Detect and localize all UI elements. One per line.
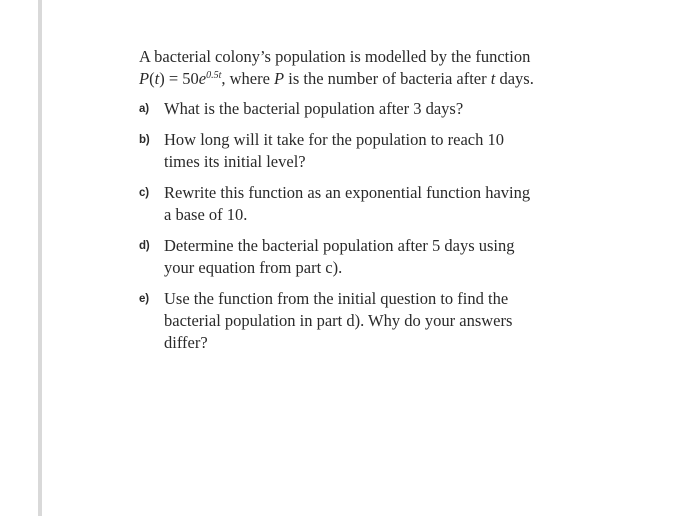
problem-intro bbox=[139, 46, 539, 90]
variable-t: t bbox=[490, 69, 496, 88]
question-b bbox=[139, 129, 539, 173]
question-e bbox=[139, 288, 539, 354]
question-text: What is the bacterial population after 3 days? bbox=[164, 99, 464, 118]
function-argument: t bbox=[154, 69, 160, 88]
question-d bbox=[139, 235, 539, 279]
function-name: P bbox=[139, 69, 150, 88]
question-c bbox=[139, 182, 539, 226]
function-base: e bbox=[198, 69, 207, 88]
question-text: Rewrite this function as an exponential function having a base of 10. bbox=[164, 183, 531, 224]
function-coefficient: = 50 bbox=[164, 69, 199, 88]
question-text: Use the function from the initial question to find the bacterial population in part d). Why do your answers differ? bbox=[164, 289, 513, 352]
question-letter: e) bbox=[139, 293, 149, 305]
page-edge-rule bbox=[38, 0, 42, 516]
intro-text-start: A bacterial colony’s population is modelled by the function bbox=[139, 47, 531, 66]
question-letter: d) bbox=[139, 240, 150, 252]
problem-text bbox=[139, 46, 539, 363]
question-letter: b) bbox=[139, 134, 150, 146]
question-text: Determine the bacterial population after 5 days using your equation from part c). bbox=[164, 236, 515, 277]
function-exponent: 0.5t bbox=[206, 70, 222, 81]
question-letter: c) bbox=[139, 187, 149, 199]
question-a bbox=[139, 98, 539, 120]
intro-text-end: days. bbox=[495, 69, 534, 88]
intro-text-mid2: is the number of bacteria after bbox=[284, 69, 491, 88]
function-formula: $P(t) = 50e^{0.5t}$ bbox=[139, 69, 222, 88]
question-letter: a) bbox=[139, 103, 149, 115]
variable-p: P bbox=[274, 69, 285, 88]
intro-text-mid: , where bbox=[221, 69, 275, 88]
question-text: How long will it take for the population to reach 10 times its initial level? bbox=[164, 130, 505, 171]
